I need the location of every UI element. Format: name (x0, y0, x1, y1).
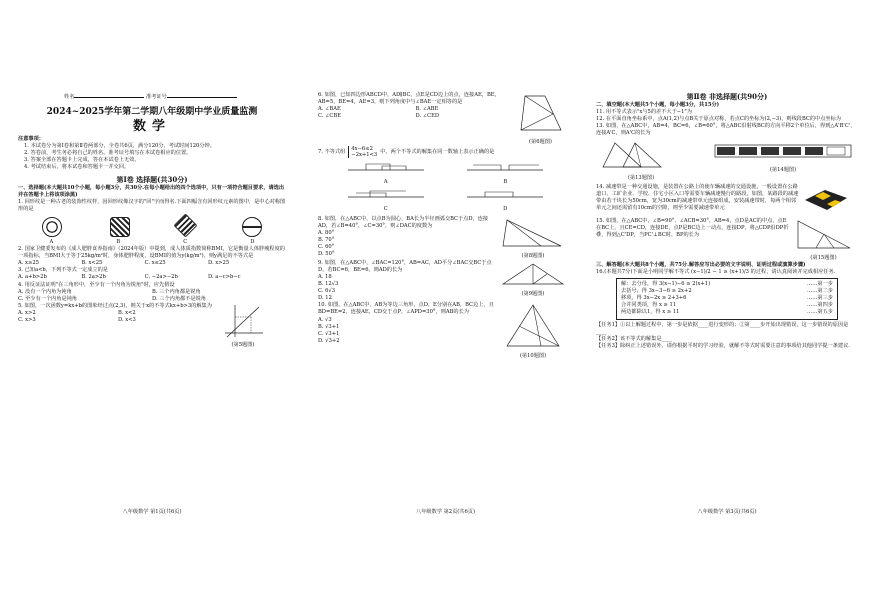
step-text: 去括号，得 3x−3−6 ≥ 2x+2 (621, 288, 692, 295)
q4-options-row1 (18, 289, 286, 296)
question-7: 7. 不等式组 (318, 148, 346, 155)
q10-figure-caption: (第10题图) (519, 353, 547, 360)
q8-figure (498, 216, 568, 260)
label-a: A (383, 179, 388, 186)
q14-figure-caption: (第14题图) (769, 166, 797, 173)
name-line (74, 92, 144, 98)
question-14-block (596, 184, 858, 218)
exam-sheet (18, 92, 858, 515)
q7-inequality-2: −2x+1<3 (351, 152, 378, 159)
question-10-text (318, 302, 498, 360)
question-1: 1. 回形纹是一种古老的装饰性纹样，因回形纹像汉字的"回"字而得名.下面四幅含有回形纹元素的图中，是中心对称图形的是 (18, 198, 286, 212)
task-3: 【任务3】除纠正上述错误外，请你根据平时的学习经验，就解不等式时需要注意的事项给其他同学提一条建议. (596, 342, 850, 349)
q4-options-row2 (18, 296, 286, 303)
option-a: A. a+b>2b (18, 274, 47, 281)
q10-option-d: D. √3+2 (318, 337, 340, 344)
question-8: 8. 如图，在△ABC中，以点B为圆心，BA长为半径画弧交BC于点D，连接AD，若∠B=40°，∠C=30°，则∠DAC的度数为 (318, 215, 489, 229)
option-b: B. x<2 (118, 309, 136, 316)
step-label: ……第四步 (807, 302, 833, 309)
q13-figure (596, 139, 686, 181)
question-15-block (596, 218, 858, 262)
task-2: 【任务2】该不等式的解集是____ (596, 335, 672, 342)
q7-option-b (446, 160, 566, 186)
question-9-text (318, 260, 498, 303)
page-1-footer: 八年级数学 第1页(共6页) (122, 508, 182, 515)
page-3-footer: 八年级数学 第3页(共6页) (697, 508, 757, 515)
part1-title: 第Ⅰ卷 选择题(共30分) (116, 174, 188, 184)
question-6: 6. 如图，已知四边形ABCD中，AD∥BC，点E是CD边上的点，连接AE，BE，AB=5，BE=4，AE=3，则下列角度中与∠BAE一定相等的是 (318, 92, 500, 106)
q5-options-row1 (18, 310, 218, 317)
option-c: C. ∠CBE (318, 113, 341, 120)
step-text: 移项，得 3x−2x ≥ 2+3+6 (621, 295, 687, 302)
q9-option-a: A. 18 (318, 273, 332, 280)
pattern-a-icon (42, 217, 62, 237)
q10-triangle (503, 302, 563, 350)
part1-instructions: 一、选择题(本大题共10个小题，每小题3分，共30分.在每小题给出的四个选项中，只有一项符合题目要求，请选出并在答题卡上将该项涂黑) (18, 184, 285, 198)
q15-triangle (794, 218, 854, 252)
question-5-block (18, 303, 286, 349)
question-9-block (318, 260, 573, 303)
q5-figure-caption: (第5题图) (231, 341, 255, 348)
option-d: D. ∠CED (415, 113, 440, 120)
q1-options (18, 239, 286, 246)
q7-options (326, 160, 565, 213)
q9-triangle (501, 260, 565, 288)
question-2: 2. 国家卫健委发布的《成人肥胖食养指南》（2024年版）中提到，成人体质指数简称BMI，它是衡量人体胖瘦程度的一项指标，当BMI大于等于25kg/m²时，身体肥胖程度，设BMI的值为y(kg/m²)，则y满足的不等式是 (18, 246, 285, 260)
question-15: 15. 如图，在△ABC中，∠B=90°，∠ACB=30°，AB=4，点D是AC的中点，点E在BC上，且CE=CD，连接DE，点P是BC边上一动点，连接DP，将△CDP沿DP折叠，得到△C'DP，当PC'⊥BC时，BP的长为 (596, 217, 789, 238)
q7-option-a (326, 160, 446, 186)
question-10: 10. 如图，在△ABC中，AB为等边三角形，点D，E分别在AB，BC边上，且BD=BE=2，连接AE，CD交于点P，∠APD=30°，则AB的长为 (318, 302, 494, 316)
question-8-text (318, 216, 498, 260)
part2-title: 第Ⅱ卷 非选择题(共90分) (686, 92, 768, 101)
q6-options-row1 (318, 106, 513, 113)
pattern-c-icon (174, 213, 198, 237)
question-4: 4. 用反证法证明"在三角形中，至少有一个内角为锐角"时，应先假设 (18, 281, 175, 288)
q10-option-c: C. √3+1 (318, 330, 340, 337)
solution-step (621, 309, 833, 316)
q8-option-a: A. 80° (318, 229, 335, 236)
admission-line (167, 92, 237, 98)
option-d: D. x<3 (118, 316, 136, 323)
page-2 (318, 92, 573, 515)
question-8-block (318, 216, 573, 260)
option-b: B. 2a>2b (81, 274, 106, 281)
pattern-d-icon (242, 217, 262, 237)
question-14: 14. 减速带是一种交通设施，是装置在公路上的使车辆减速的交通设施，一般设置在公路道口、工矿企业、学校、住宅小区入口等需要车辆减速慢行的路段，如图，某路段的减速带由若干块长为50cm，宽为30cm的减速带单元连接组成，安装减速带时，每两个相邻单元之间还需留有10cm的空隙，则至少需要减速带单元 (596, 183, 799, 211)
question-13: 13. 如图，在△ABC中，AB=4，BC=6，∠B=60°，将△ABC沿射线BC的方向平移2个单位后，得到△A'B'C'，连接A'C，则A'C的长为 (596, 123, 856, 137)
label-d: D (503, 206, 508, 213)
answer-section-title: 三、解答题(本大题共8个小题，共75分.解答应写出必要的文字说明、证明过程或演算步骤) (596, 261, 806, 268)
task-1: 【任务1】①以上解题过程中，第一步是依据____进行变形的；②第____步开始出现错误，这一步错误的原因是____ (596, 321, 849, 335)
option-c: C (183, 238, 188, 245)
notes-list (18, 143, 286, 171)
question-5: 5. 如图，一次函数y=kx+b的图象经过点(2,3)，则关于x的不等式kx+b>3的解集为 (18, 302, 212, 309)
note-item: 3. 答案全部在答题卡上完成，答在本试卷上无效。 (24, 157, 140, 164)
note-item: 1. 本试卷分为第Ⅰ卷和第Ⅱ卷两部分，全卷共6页，满分120分，考试时间120分钟。 (24, 143, 215, 150)
number-line-b (465, 160, 545, 176)
q10-figure (498, 302, 568, 360)
number-line-c (346, 187, 426, 203)
q5-graph (221, 303, 265, 339)
q8-option-b: B. 70° (318, 236, 335, 243)
q8-figure-caption: (第8题图) (521, 252, 545, 259)
question-10-block (318, 302, 573, 360)
admission-label: 准考证号 (146, 94, 167, 100)
q3-options (18, 274, 286, 281)
speed-bump-photo-icon (801, 184, 851, 218)
number-line-a (346, 160, 426, 176)
q7-system (348, 146, 377, 158)
step-label: ……第二步 (807, 288, 833, 295)
pattern-b-icon (110, 217, 130, 237)
page-2-footer: 八年级数学 第2页(共6页) (416, 508, 475, 515)
q6-options-row2 (318, 113, 513, 120)
number-line-d (465, 187, 545, 203)
question-6-text (318, 92, 513, 146)
question-7-tail: 中，两个不等式的解集在同一数轴上表示正确的是 (380, 148, 495, 155)
fill-section-title: 二、填空题(本大题共5个小题，每小题3分，共15分) (596, 102, 720, 108)
option-c: C. −2a>−2b (144, 274, 178, 281)
option-a: A. x>2 (18, 309, 36, 316)
q6-figure-caption: (第6题图) (529, 139, 552, 146)
q7-option-d (446, 187, 566, 213)
q6-quadrilateral (517, 92, 565, 136)
question-16: 16.(本题共7分)下面是小明同学解不等式 (x−1)/2 − 1 ≥ (x+1)/3 的过程，请认真阅读并完成相应任务. (596, 268, 836, 275)
question-11: 11. 用不等式表示"x与5的差不大于−1"为 (596, 109, 692, 116)
option-b: B (116, 238, 121, 245)
option-d: D. x>25 (207, 260, 230, 267)
q9-option-c: C. 6√3 (318, 288, 335, 295)
q13-q14-figures (596, 139, 858, 181)
step-text: 合并同类项，得 x ≥ 11 (621, 302, 677, 309)
q6-figure (513, 92, 568, 146)
q15-figure (791, 218, 856, 262)
q8-option-d: D. 50° (318, 251, 335, 258)
label-c: C (383, 206, 388, 213)
question-5-text (18, 303, 218, 349)
q14-figure (708, 139, 858, 181)
step-label: ……第一步 (807, 281, 833, 288)
option-c: C. x>3 (18, 316, 36, 323)
q16-solution-box (616, 278, 838, 319)
question-12: 12. 在平面直角坐标系中，点A(1,2)与点B关于原点对称，若点C的坐标为(2,−3)，则线段BC的中点坐标为 (596, 116, 841, 123)
option-a: A. ∠BAE (318, 106, 341, 113)
page-3 (596, 92, 858, 515)
option-a: A. 没有一个内角为钝角 (18, 288, 72, 295)
note-item: 2. 答卷前，考生务必将自己的姓名、准考证号填写在本试卷相应的位置。 (24, 150, 192, 157)
option-b: B. x<25 (81, 260, 103, 267)
q15-figure-caption: (第15题图) (810, 254, 837, 261)
q13-triangles (601, 139, 681, 171)
exam-title: 2024~2025学年第二学期八年级期中学业质量监测 (46, 107, 258, 118)
q10-option-a: A. √3 (318, 316, 332, 323)
q9-option-b: B. 12√3 (318, 281, 339, 288)
subject-title: 数学 (132, 119, 171, 135)
option-c: C. 至少有一个内角是钝角 (18, 295, 77, 302)
q9-figure-caption: (第9题图) (521, 290, 545, 297)
step-text: 两边都除以1，得 x ≥ 11 (621, 309, 680, 316)
q8-option-c: C. 60° (318, 243, 335, 250)
q5-figure (218, 303, 268, 349)
q9-figure (498, 260, 568, 303)
question-9: 9. 如图，在△ABC中，∠BAC=120°，AB=AC，AD平分∠BAC交BC于点D，若BC=6，BE=6，则AD的长为 (318, 259, 492, 273)
question-6-block (318, 92, 573, 146)
header-info (18, 92, 286, 101)
option-c: C. x≤25 (144, 260, 166, 267)
note-item: 4. 考试结束后，将本试卷和答题卡一并交回。 (24, 164, 130, 171)
q9-option-d: D. 12 (318, 295, 332, 302)
step-text: 解：去分母，得 3(x−1)−6 ≥ 2(x+1) (621, 281, 711, 288)
option-a: A. x≥25 (18, 260, 39, 267)
option-a: A (49, 238, 54, 245)
page-1 (18, 92, 286, 515)
q13-figure-caption: (第13题图) (627, 174, 655, 181)
q5-options-row2 (18, 317, 218, 324)
option-d: D. 三个内角都不是锐角 (152, 295, 206, 302)
q7-option-c (326, 187, 446, 213)
label-b: B (503, 179, 508, 186)
name-label: 姓名 (64, 94, 75, 100)
q7-inequality-1: 4x−6≤2 (351, 146, 373, 153)
q8-triangle (501, 216, 565, 250)
notes-title: 注意事项： (18, 136, 44, 143)
q1-figures (18, 217, 286, 237)
speed-bump-strip (713, 139, 853, 163)
question-7-stem (318, 146, 573, 158)
option-b: B. 三个内角都是锐角 (152, 288, 201, 295)
step-label: ……第三步 (807, 295, 833, 302)
q10-option-b: B. √3+1 (318, 323, 340, 330)
step-label: ……第五步 (807, 309, 833, 316)
question-3: 3. 已知a<b，下列不等式一定成立的是 (18, 267, 108, 274)
option-d: D (250, 238, 255, 245)
option-d: D. a−c>b−c (207, 274, 241, 281)
option-b: B. ∠ABE (415, 106, 439, 113)
